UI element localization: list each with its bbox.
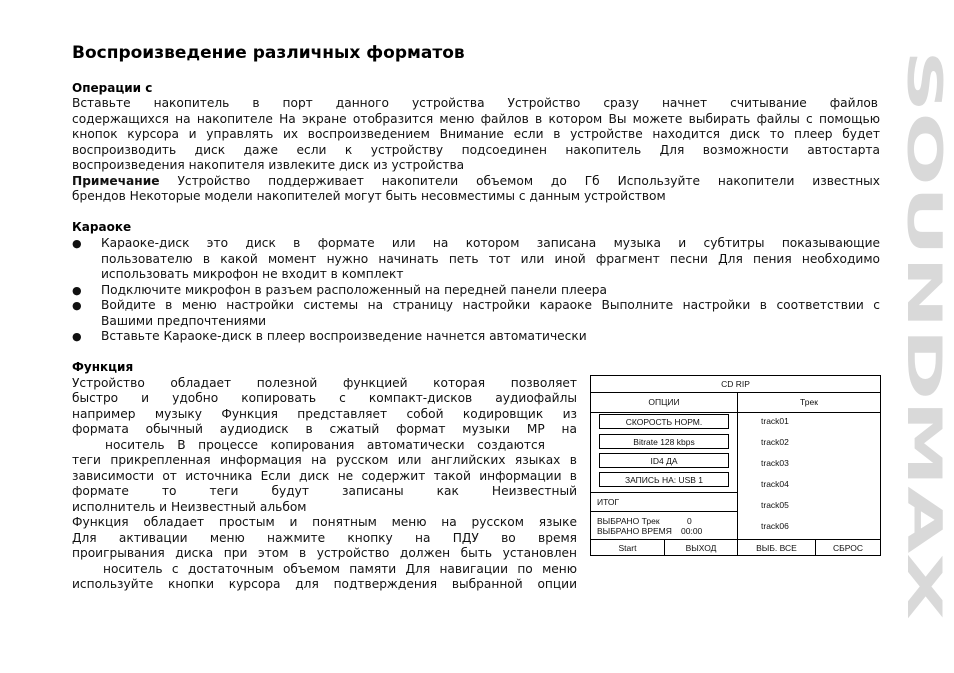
total-label: ИТОГ	[597, 497, 620, 507]
function-line: Для активации меню нажмите кнопку на ПДУ во время	[72, 531, 577, 545]
track-item[interactable]: track04	[761, 479, 789, 489]
function-line: формате то теги будут записаны как Неизвестный	[72, 484, 577, 498]
start-button[interactable]: Start	[591, 540, 665, 555]
track-item[interactable]: track06	[761, 521, 789, 531]
reset-button[interactable]: СБРОС	[833, 542, 863, 553]
exit-button[interactable]: ВЫХОД	[665, 540, 738, 555]
track-item[interactable]: track03	[761, 458, 789, 468]
karaoke-line: Вашими предпочтениями	[101, 314, 267, 328]
divider	[591, 511, 737, 512]
usb-line: воспроизводить диск даже если к устройству подсоединен накопитель Для возможности автостарта	[72, 143, 880, 157]
note-label: Примечание	[72, 174, 160, 188]
track-item[interactable]: track01	[761, 416, 789, 426]
note-text: Устройство поддерживает накопители объемом до Гб Используйте накопители известных	[177, 174, 880, 188]
karaoke-line: пользователю в какой момент нужно начинать петь тот или иной фрагмент песни Для пения необходимо	[101, 252, 880, 266]
brand-logo	[896, 40, 946, 620]
function-line: носитель В процессе копирования автоматически создаются	[105, 438, 545, 452]
selected-track-label: ВЫБРАНО Трек	[597, 516, 660, 526]
cd-rip-panel	[590, 375, 881, 556]
track-item[interactable]: track02	[761, 437, 789, 447]
function-line: проигрывания диска при этом в устройство должен быть установлен	[72, 546, 577, 560]
usb-line: Вставьте накопитель в порт данного устройства Устройство сразу начнет считывание файлов	[72, 96, 878, 110]
function-line: используйте кнопки курсора для подтверждения выбранной опции	[72, 577, 577, 591]
selected-time-label: ВЫБРАНО ВРЕМЯ	[597, 526, 672, 536]
option-id4[interactable]: ID4 ДА	[599, 453, 729, 468]
function-line: носитель с достаточным объемом памяти Для навигации по меню	[103, 562, 577, 576]
select-all-button[interactable]: ВЫБ. ВСЕ	[738, 540, 816, 555]
karaoke-line: Подключите микрофон в разъем расположенный на передней панели плеера	[101, 283, 607, 297]
usb-line: содержащихся на накопителе На экране отобразится меню файлов в котором Вы можете выбирать файлы с помощью	[72, 112, 880, 126]
function-line: быстро и удобно копировать с компакт-дисков аудиофайлы	[72, 391, 577, 405]
svg-text:SOUNDMAX: SOUNDMAX	[896, 50, 946, 360]
function-line: например музыку Функция представляет собой кодировщик из	[72, 407, 577, 421]
usb-line: кнопок курсора и управлять их воспроизведением Внимание если в устройстве находится диск то плеер будет	[72, 127, 880, 141]
bullet-icon: ●	[72, 330, 82, 343]
function-line: зависимости от источника Если диск не содержит такой информации в	[72, 469, 577, 483]
selected-time-value: 00:00	[681, 526, 703, 536]
track-header: Трек	[738, 392, 880, 413]
option-bitrate[interactable]: Bitrate 128 kbps	[599, 434, 729, 449]
note-line	[72, 174, 880, 190]
page-title: Воспроизведение различных форматов	[72, 43, 465, 63]
function-line: формата обычный аудиодиск в сжатый формат музыки МР на	[72, 422, 577, 436]
column-divider	[737, 412, 738, 539]
bullet-icon: ●	[72, 284, 82, 297]
divider	[591, 492, 737, 493]
karaoke-line: Караоке-диск это диск в формате или на котором записана музыка и субтитры показывающие	[101, 236, 880, 250]
cd-rip-title: CD RIP	[591, 376, 880, 393]
usb-line: воспроизведения накопителя извлеките диск из устройства	[72, 158, 465, 172]
bullet-icon: ●	[72, 299, 82, 312]
function-heading: Функция	[72, 360, 134, 374]
note-line: брендов Некоторые модели накопителей могут быть несовместимы с данным устройством	[72, 189, 666, 203]
function-line: теги прикрепленная информация на русском или английских языках в	[72, 453, 577, 467]
karaoke-line: Вставьте Караоке-диск в плеер воспроизведение начнется автоматически	[101, 329, 587, 343]
selected-track-value: 0	[687, 516, 692, 526]
karaoke-line: использовать микрофон не входит в комплект	[101, 267, 404, 281]
option-speed[interactable]: СКОРОСТЬ НОРМ.	[599, 414, 729, 429]
karaoke-line: Войдите в меню настройки системы на страницу настройки караоке Выполните настройки в соответствии с	[101, 298, 880, 312]
options-header: ОПЦИИ	[591, 392, 738, 413]
bullet-icon: ●	[72, 237, 82, 250]
usb-heading: Операции с	[72, 81, 153, 95]
function-line: Функция обладает простым и понятным меню на русском языке	[72, 515, 577, 529]
function-line: исполнитель и Неизвестный альбом	[72, 500, 307, 514]
track-item[interactable]: track05	[761, 500, 789, 510]
karaoke-heading: Караоке	[72, 220, 132, 234]
function-line: Устройство обладает полезной функцией которая позволяет	[72, 376, 577, 390]
option-record-to[interactable]: ЗАПИСЬ НА: USB 1	[599, 472, 729, 487]
